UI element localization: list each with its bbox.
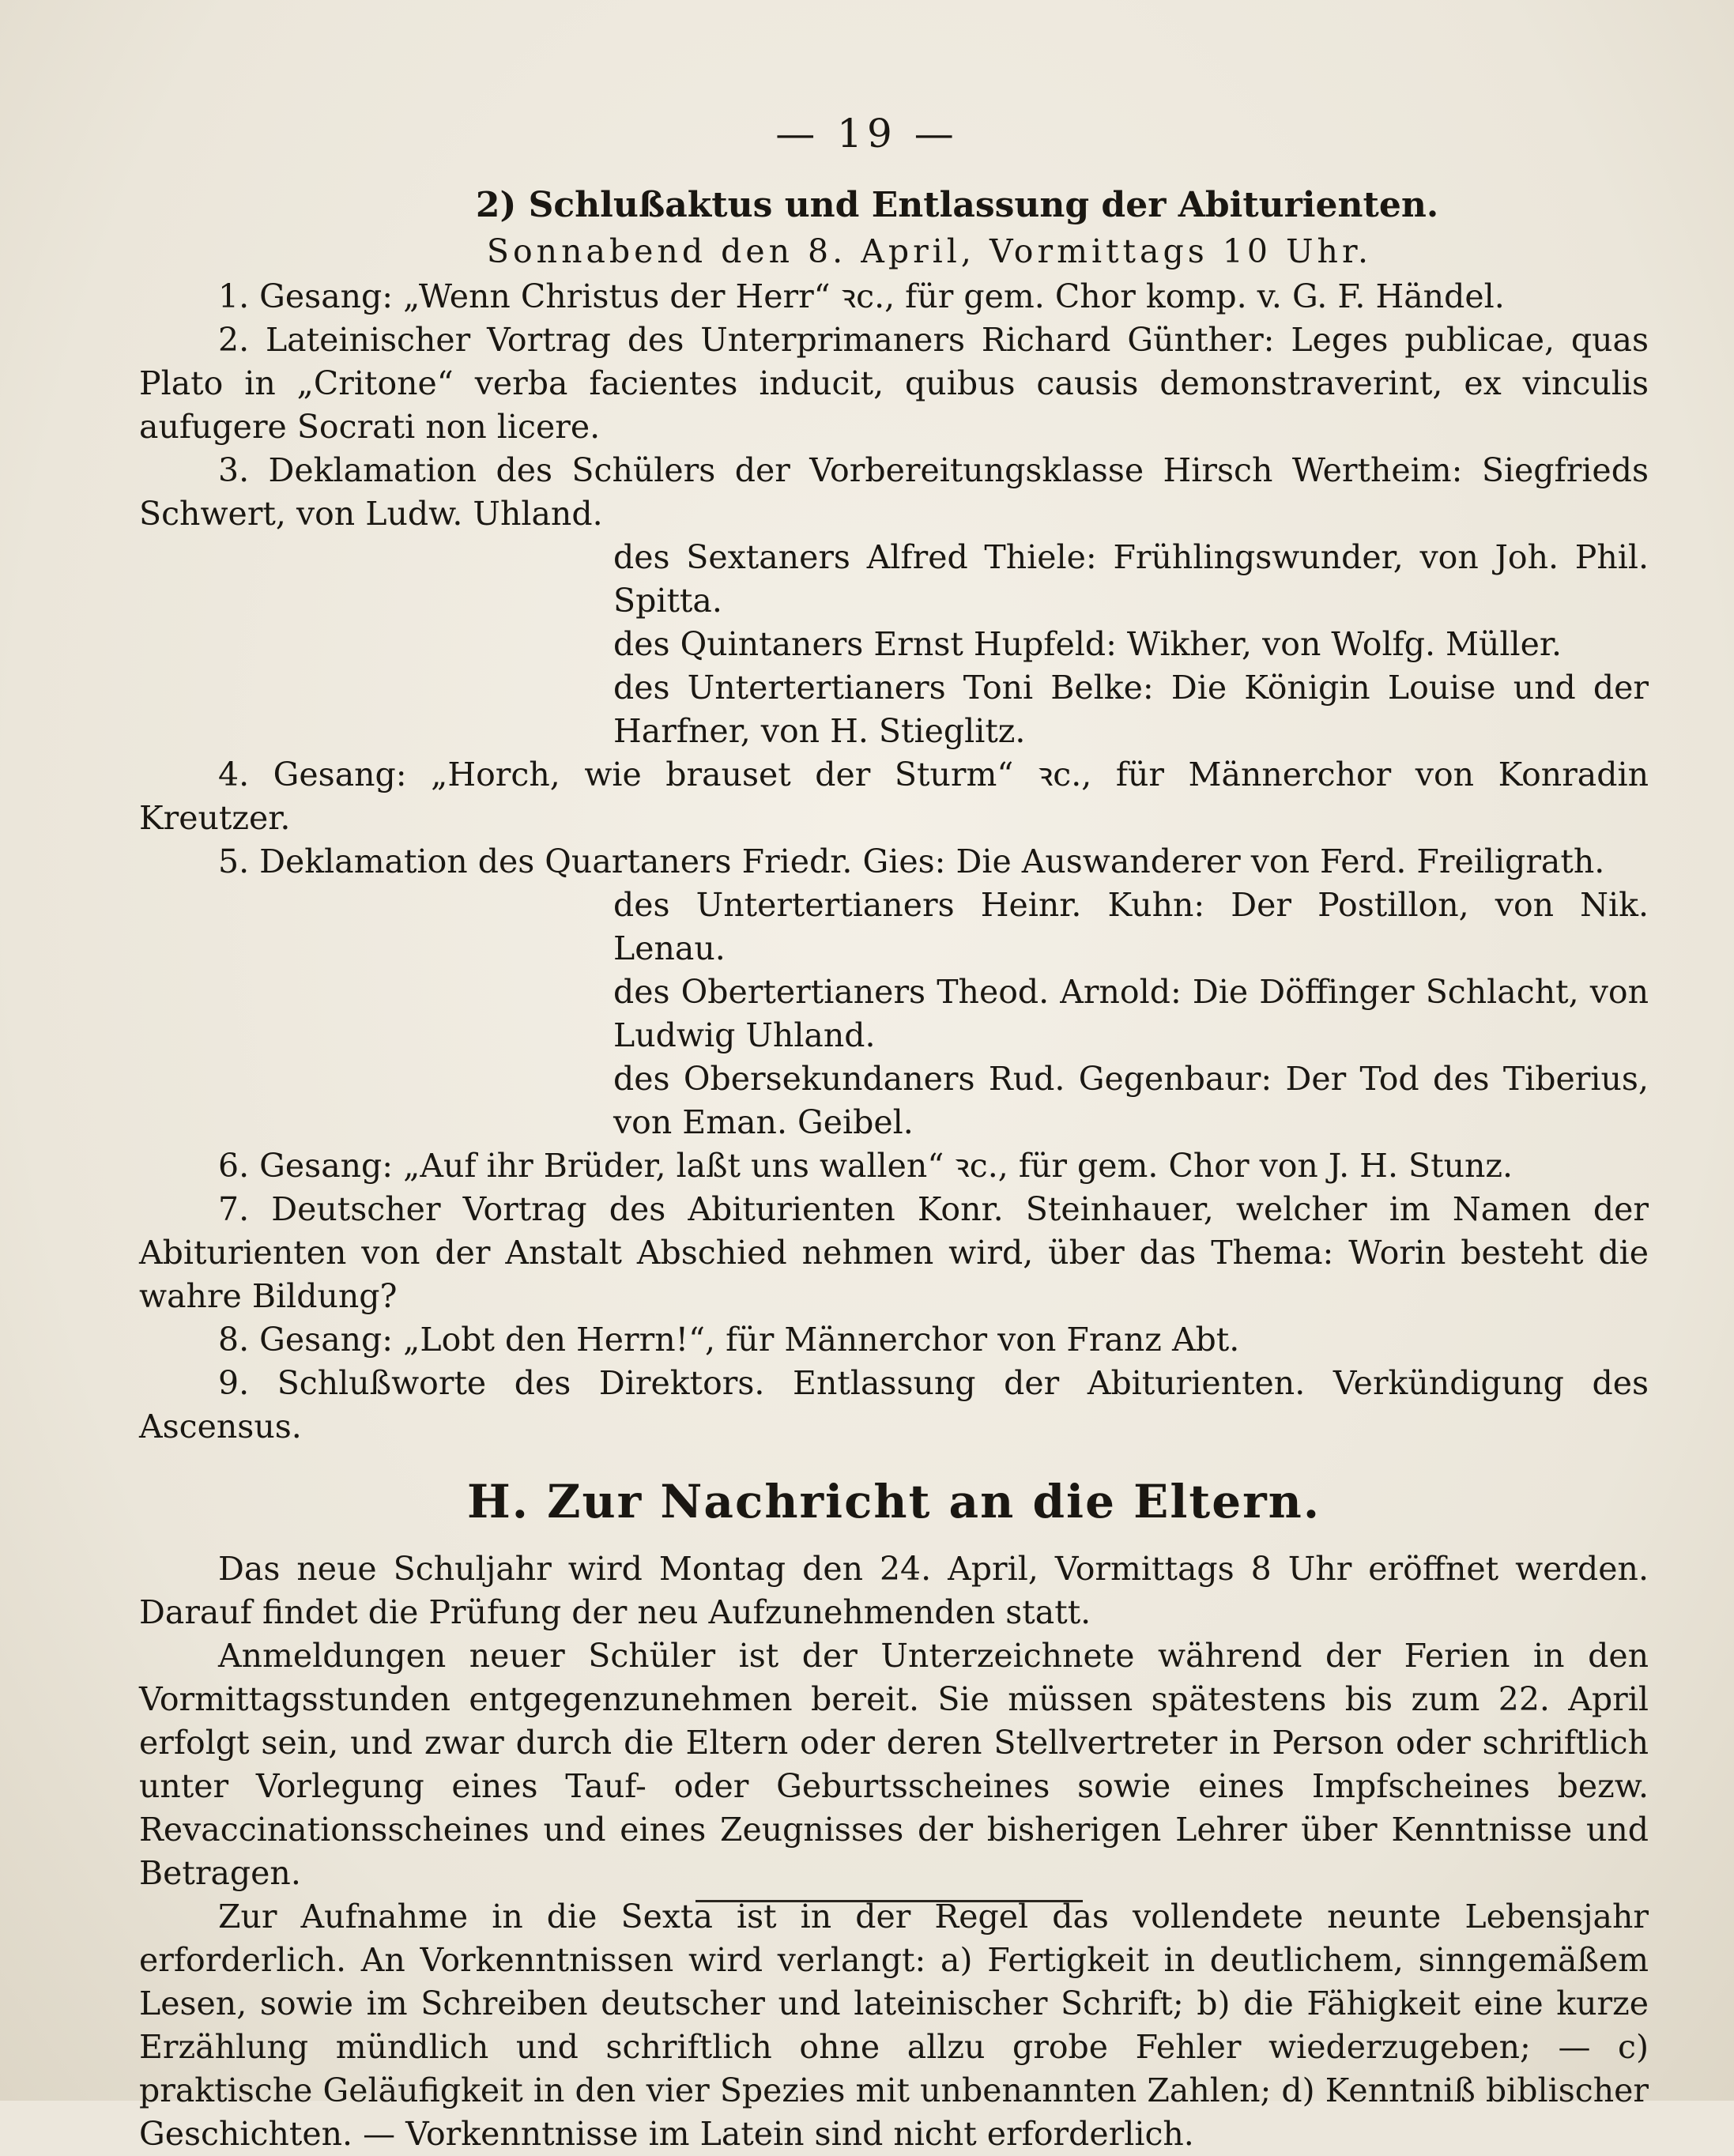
program-item-7: 7. Deutscher Vortrag des Abiturienten Konr. Steinhauer, welcher im Namen der Abiturienten von der Anstalt Abschied nehmen wird, über das Thema: Worin besteht die wahre Bildung?	[139, 1190, 1649, 1315]
section-h-title: H. Zur Nachricht an die Eltern.	[466, 1475, 1321, 1528]
program-item-5-cont: des Untertertianers Heinr. Kuhn: Der Postillon, von Nik. Lenau.	[613, 886, 1649, 967]
program-item-6: 6. Gesang: „Auf ihr Brüder, laßt uns wallen“ ꝛc., für gem. Chor von J. H. Stunz.	[218, 1147, 1513, 1185]
notice-paragraph-3: Zur Aufnahme in die Sexta ist in der Regel das vollendete neunte Lebensjahr erforderlich. An Vorkenntnissen wird verlangt: a) Fertigkeit in deutlichem, sinngemäßem Lesen, sowie im Schreiben deutscher und lateinischer Schrift; b) die Fähigkeit eine kurze Erzählung mündlich und schriftlich ohne allzu grobe Fehler wiederzugeben; — c) praktische Geläufigkeit in den vier Spezies mit unbenannten Zahlen; d) Kenntniß biblischer Geschichten. — Vorkenntnisse im Latein sind nicht erforderlich.	[139, 1898, 1649, 2153]
program-item-1: 1. Gesang: „Wenn Christus der Herr“ ꝛc., für gem. Chor komp. v. G. F. Händel.	[218, 277, 1505, 315]
program-item-8: 8. Gesang: „Lobt den Herrn!“, für Männerchor von Franz Abt.	[218, 1321, 1240, 1359]
section-2-title: 2) Schlußaktus und Entlassung der Abiturienten.	[475, 185, 1439, 225]
program-item-5: 5. Deklamation des Quartaners Friedr. Gies: Die Auswanderer von Ferd. Freiligrath.	[218, 842, 1605, 880]
program-item-3-cont: des Sextaners Alfred Thiele: Frühlingswunder, von Joh. Phil. Spitta.	[613, 538, 1649, 620]
program-item-4: 4. Gesang: „Horch, wie brauset der Sturm“ ꝛc., für Männerchor von Konradin Kreutzer.	[139, 756, 1649, 837]
notice-paragraph-2: Anmeldungen neuer Schüler ist der Unterzeichnete während der Ferien in den Vormittagsstunden entgegenzunehmen bereit. Sie müssen spätestens bis zum 22. April erfolgt sein, und zwar durch die Eltern oder deren Stellvertreter in Person oder schriftlich unter Vorlegung eines Tauf- oder Geburtsscheines sowie eines Impfscheines bezw. Revaccinationsscheines und eines Zeugnisses der bisherigen Lehrer über Kenntnisse und Betragen.	[139, 1637, 1649, 1892]
program-item-5-cont: des Obertertianers Theod. Arnold: Die Döffinger Schlacht, von Ludwig Uhland.	[613, 973, 1649, 1054]
program-item-3-cont: des Quintaners Ernst Hupfeld: Wikher, von Wolfg. Müller.	[613, 625, 1562, 663]
page-number: — 19 —	[775, 111, 959, 156]
program-item-2: 2. Lateinischer Vortrag des Unterprimaners Richard Günther: Leges publicae, quas Plato in „Critone“ verba facientes inducit, quibus causis demonstraverint, ex vinculis aufugere Socrati non licere.	[139, 321, 1649, 446]
closing-rule	[695, 1900, 1083, 1902]
program-item-3: 3. Deklamation des Schülers der Vorbereitungsklasse Hirsch Wertheim: Siegfrieds Schwert, von Ludw. Uhland.	[139, 451, 1649, 533]
section-2-date: Sonnabend den 8. April, Vormittags 10 Uhr.	[486, 232, 1373, 270]
program-item-3-cont: des Untertertianers Toni Belke: Die Königin Louise und der Harfner, von H. Stieglitz.	[613, 669, 1649, 750]
page-content	[139, 183, 1649, 2156]
notice-paragraph-1: Das neue Schuljahr wird Montag den 24. April, Vormittags 8 Uhr eröffnet werden. Darauf findet die Prüfung der neu Aufzunehmenden statt.	[139, 1550, 1649, 1631]
program-item-9: 9. Schlußworte des Direktors. Entlassung der Abiturienten. Verkündigung des Ascensus.	[139, 1364, 1649, 1446]
program-item-5-cont: des Obersekundaners Rud. Gegenbaur: Der Tod des Tiberius, von Eman. Geibel.	[613, 1060, 1649, 1141]
